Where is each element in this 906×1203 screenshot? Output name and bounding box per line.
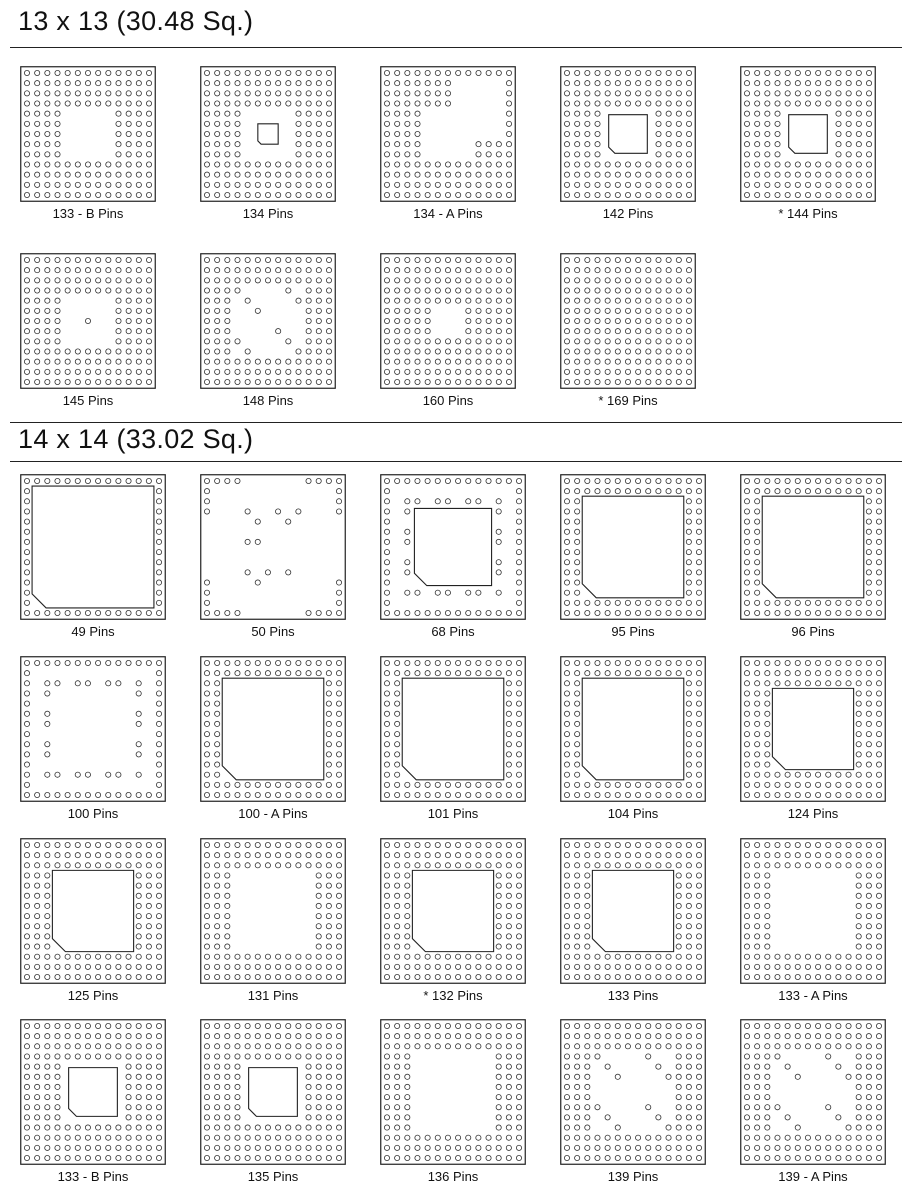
package-diagram: [560, 66, 710, 221]
pin-count-label: 50 Pins: [251, 624, 295, 639]
die-cavity: [772, 688, 853, 769]
pin-count-label: 139 Pins: [607, 1169, 659, 1184]
package-diagram: [560, 253, 710, 408]
package-diagram: [380, 656, 530, 821]
package-diagram: [740, 656, 890, 821]
pin-count-label: 142 Pins: [602, 206, 654, 221]
die-cavity: [609, 115, 648, 154]
die-cavity: [412, 870, 493, 951]
section-title-13x13: 13 x 13 (30.48 Sq.): [18, 6, 254, 36]
package-diagram: [20, 656, 170, 821]
package-diagram: [560, 838, 710, 1003]
section-divider: [10, 461, 902, 462]
pin-grid-array: [200, 474, 346, 620]
package-diagram: [200, 474, 350, 639]
die-cavity: [69, 1068, 118, 1117]
package-outline: [21, 254, 156, 389]
pin-grid-array: [20, 838, 166, 984]
package-outline: [21, 67, 156, 202]
package-outline: [561, 254, 696, 389]
package-diagram: [740, 1019, 890, 1184]
pin-count-label: 160 Pins: [422, 393, 474, 408]
package-diagram: [380, 1019, 530, 1184]
pin-grid-array: [740, 474, 886, 620]
pin-grid-array: [380, 66, 516, 202]
pin-count-label: 136 Pins: [427, 1169, 479, 1184]
pin-grid-array: [380, 1019, 526, 1165]
pin-grid-array: [740, 66, 876, 202]
package-diagram: [560, 656, 710, 821]
section-title-14x14: 14 x 14 (33.02 Sq.): [18, 424, 254, 454]
pin-grid-array: [380, 838, 526, 984]
die-cavity: [582, 678, 684, 780]
pin-grid-array: [560, 253, 696, 389]
pin-grid-array: [380, 474, 526, 620]
package-outline: [741, 839, 886, 984]
package-diagram: [740, 474, 890, 639]
die-cavity: [789, 115, 828, 154]
die-cavity: [402, 678, 504, 780]
die-cavity: [258, 124, 278, 144]
package-outline: [381, 254, 516, 389]
pin-count-label: 68 Pins: [431, 624, 475, 639]
pin-grid-array: [560, 1019, 706, 1165]
package-outline: [201, 254, 336, 389]
pin-grid-array: [20, 1019, 166, 1165]
package-diagram: [380, 474, 530, 639]
pin-grid-array: [20, 656, 166, 802]
pin-count-label: 49 Pins: [71, 624, 115, 639]
pin-count-label: 101 Pins: [427, 806, 479, 821]
pin-grid-array: [200, 1019, 346, 1165]
pin-grid-array: [380, 656, 526, 802]
package-outline: [201, 475, 346, 620]
package-diagram: [380, 253, 530, 408]
pin-count-label: 124 Pins: [787, 806, 839, 821]
pin-grid-array: [740, 838, 886, 984]
pin-grid-array: [200, 66, 336, 202]
die-cavity: [414, 508, 491, 585]
pin-count-label: 139 - A Pins: [778, 1169, 848, 1184]
section-divider: [10, 47, 902, 48]
pin-grid-array: [560, 474, 706, 620]
pin-count-label: * 132 Pins: [423, 988, 483, 1003]
pin-count-label: 134 - A Pins: [413, 206, 483, 221]
die-cavity: [249, 1068, 298, 1117]
pin-count-label: 134 Pins: [242, 206, 294, 221]
pin-grid-array: [20, 66, 156, 202]
pin-count-label: 104 Pins: [607, 806, 659, 821]
package-diagram: [20, 66, 170, 221]
pin-count-label: 95 Pins: [611, 624, 655, 639]
package-outline: [381, 1020, 526, 1165]
pin-grid-array: [20, 474, 166, 620]
package-outline: [201, 839, 346, 984]
die-cavity: [222, 678, 324, 780]
pin-count-label: 100 Pins: [67, 806, 119, 821]
pin-grid-array: [200, 838, 346, 984]
package-diagram: [380, 838, 530, 1003]
pin-count-label: 133 - B Pins: [52, 206, 124, 221]
die-cavity: [762, 496, 864, 598]
package-diagram: [200, 838, 350, 1003]
package-outline: [21, 657, 166, 802]
package-diagram: [380, 66, 530, 221]
pin-grid-array: [740, 1019, 886, 1165]
die-cavity: [52, 870, 133, 951]
package-diagram: [200, 656, 350, 821]
die-cavity: [32, 486, 154, 608]
pin-grid-array: [20, 253, 156, 389]
pin-count-label: * 169 Pins: [598, 393, 658, 408]
package-diagram: [560, 1019, 710, 1184]
package-diagram: [20, 838, 170, 1003]
pin-count-label: 145 Pins: [62, 393, 114, 408]
pin-count-label: 125 Pins: [67, 988, 119, 1003]
pin-grid-array: [380, 253, 516, 389]
package-outline: [381, 67, 516, 202]
pin-count-label: 133 - B Pins: [57, 1169, 129, 1184]
pin-grid-array: [740, 656, 886, 802]
pin-grid-array: [560, 838, 706, 984]
pin-grid-array: [200, 656, 346, 802]
package-diagram: [560, 474, 710, 639]
pin-grid-array: [200, 253, 336, 389]
pin-count-label: 133 - A Pins: [778, 988, 848, 1003]
package-diagram: [740, 66, 890, 221]
pin-count-label: 135 Pins: [247, 1169, 299, 1184]
die-cavity: [592, 870, 673, 951]
pin-grid-array: [560, 656, 706, 802]
package-outline: [741, 1020, 886, 1165]
die-cavity: [582, 496, 684, 598]
package-diagram: [20, 253, 170, 408]
package-diagram: [200, 1019, 350, 1184]
section-divider: [10, 422, 902, 423]
package-diagram: [200, 253, 350, 408]
package-diagram: [20, 474, 170, 639]
pin-count-label: 100 - A Pins: [238, 806, 308, 821]
package-diagram: [740, 838, 890, 1003]
pin-grid-array: [560, 66, 696, 202]
package-diagram: [20, 1019, 170, 1184]
package-diagram: [200, 66, 350, 221]
pin-count-label: 96 Pins: [791, 624, 835, 639]
pin-count-label: * 144 Pins: [778, 206, 838, 221]
pin-count-label: 133 Pins: [607, 988, 659, 1003]
pin-count-label: 148 Pins: [242, 393, 294, 408]
pin-count-label: 131 Pins: [247, 988, 299, 1003]
package-outline: [561, 1020, 706, 1165]
